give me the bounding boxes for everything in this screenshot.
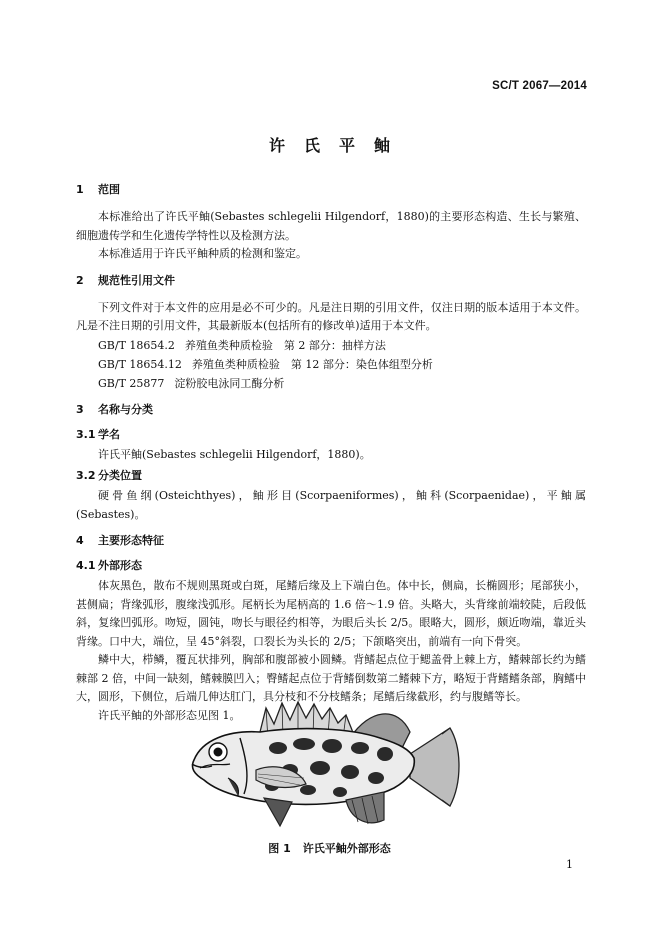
reference-item	[76, 355, 586, 374]
reference-title: 淀粉胶电泳同工酶分析	[174, 376, 285, 390]
section-1-paragraph-2: 本标准适用于许氏平鲉种质的检测和鉴定。	[98, 247, 307, 260]
section-2-heading: 2 规范性引用文件	[76, 273, 175, 287]
section-4-1-heading: 4.1 外部形态	[76, 559, 142, 572]
section-4-heading: 4 主要形态特征	[76, 534, 164, 547]
reference-title: 养殖鱼类种质检验 第 2 部分：抽样方法	[184, 338, 386, 352]
section-3-heading: 3 名称与分类	[76, 402, 153, 416]
reference-code: GB/T 25877	[98, 376, 165, 390]
morphology-paragraph-3: 许氏平鲉的外部形态见图 1。	[98, 708, 241, 722]
fish-drawing-icon	[180, 688, 480, 833]
figure-caption	[0, 840, 659, 856]
figure-caption-text: 许氏平鲉外部形态	[302, 842, 391, 855]
reference-item	[76, 374, 586, 393]
section-1-paragraph-1: 本标准给出了许氏平鲉(Sebastes schlegelii Hilgendorf，1880)的主要形态构造、生长与繁殖、细胞遗传学和生化遗传学特性以及检测方法。	[76, 210, 586, 242]
reference-title: 养殖鱼类种质检验 第 12 部分：染色体组型分析	[191, 357, 433, 371]
taxonomy-text: 硬骨鱼纲(Osteichthyes)，鲉形目(Scorpaeniformes)，鲉科(Scorpaenidae)，平鲉属(Sebastes)。	[76, 489, 586, 521]
reference-code: GB/T 18654.12	[98, 357, 182, 371]
reference-item	[76, 336, 586, 355]
section-1-heading: 1 范围	[76, 183, 120, 196]
figure-label: 图 1	[268, 842, 291, 855]
section-3-1-heading: 3.1 学名	[76, 427, 120, 441]
reference-code: GB/T 18654.2	[98, 338, 175, 352]
morphology-paragraph-1: 体灰黑色，散布不规则黑斑或白斑，尾鳍后缘及上下端白色。体中长，侧扁，长椭圆形；尾部狭小，甚侧扁；背缘弧形，腹缘浅弧形。尾柄长为尾柄高的 1.6 倍～1.9 倍。头略大，头背缘前端较陡，后段低斜，复缘凹弧形。吻短，圆钝，吻长与眼径约相等，为眼后头长 2/5。眼略大，圆形，颇近吻端，靠近头背缘。口中大，端位，呈 45°斜裂，口裂长为头长的 2/5；下颌略突出，前端有一向下骨突。	[76, 579, 586, 648]
standard-code: SC/T 2067—2014	[492, 80, 587, 92]
scientific-name-text: 许氏平鲉(Sebastes schlegelii Hilgendorf，1880)。	[98, 447, 371, 461]
document-title: 许氏平鲉	[268, 136, 409, 155]
page-number: 1	[566, 858, 573, 871]
section-2-paragraph: 下列文件对于本文件的应用是必不可少的。凡是注日期的引用文件，仅注日期的版本适用于本文件。凡是不注日期的引用文件，其最新版本(包括所有的修改单)适用于本文件。	[76, 300, 586, 332]
section-3-2-heading: 3.2 分类位置	[76, 469, 142, 482]
fish-illustration	[180, 688, 480, 833]
morphology-paragraph-2: 鳞中大，栉鳞，覆瓦状排列，胸部和腹部被小圆鳞。背鳍起点位于鳃盖骨上棘上方，鳍棘部长约为鳍棘部 2 倍，中间一缺刻，鳍棘膜凹入；臀鳍起点位于背鳍倒数第二鳍棘下方，略短于背鳍鳍条部，胸鳍中大，圆形，下侧位，后端几伸达肛门，具分枝和不分枝鳍条；尾鳍后缘截形，约与腹鳍等长。	[76, 653, 586, 703]
document-body	[76, 183, 586, 725]
